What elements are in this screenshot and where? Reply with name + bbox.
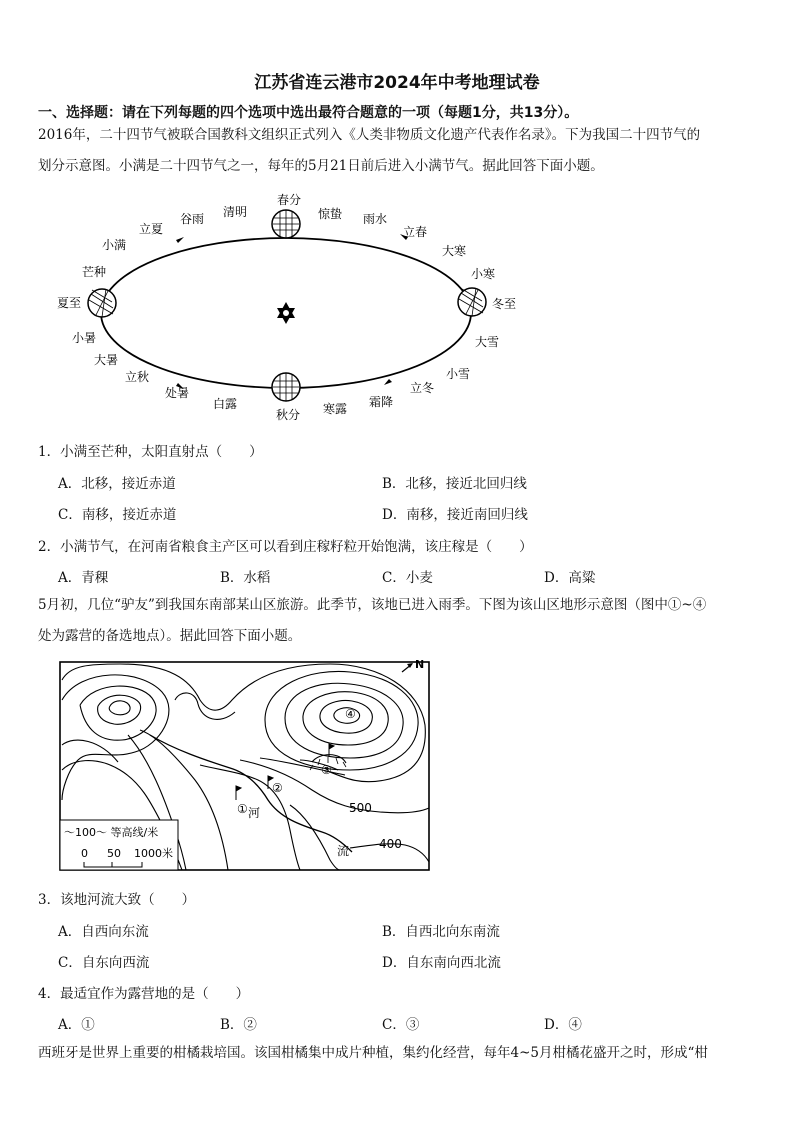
map-site-2: ②: [272, 781, 283, 795]
earth-icon-xiazhi: [88, 289, 116, 317]
map-site-4: ④: [345, 707, 356, 721]
intro-2-line-1: 5月初，几位“驴友”到我国东南部某山区旅游。此季节，该地已进入雨季。下图为该山区地形示意图（图中①~④: [38, 597, 707, 613]
term-xiaoman: 小满: [102, 238, 127, 252]
term-mangzhong: 芒种: [82, 265, 107, 279]
q4-option-c[interactable]: C．③: [382, 1017, 420, 1033]
term-hanlu: 寒露: [323, 402, 348, 416]
q2-option-a[interactable]: A．青稞: [58, 570, 109, 586]
map-river-label-he: 河: [248, 806, 261, 820]
intro-1-line-2: 划分示意图。小满是二十四节气之一，每年的5月21日前后进入小满节气。据此回答下面小题。: [38, 158, 604, 174]
intro-3-line-1: 西班牙是世界上重要的柑橘栽培国。该国柑橘集中成片种植，集约化经营，每年4~5月柑橘花盛开之时，形成“柑: [38, 1045, 708, 1061]
term-lixia: 立夏: [139, 222, 164, 236]
term-xiaohan: 小寒: [471, 267, 496, 281]
q2-option-c[interactable]: C．小麦: [382, 570, 433, 586]
term-xiaoxue: 小雪: [446, 367, 471, 381]
q3-option-a[interactable]: A．自西向东流: [58, 924, 149, 940]
contour-label-400: 400: [379, 837, 402, 851]
term-dongzhi: 冬至: [492, 297, 517, 311]
q3-stem: 3．该地河流大致（ ）: [38, 892, 196, 908]
term-chushu: 处暑: [165, 386, 190, 400]
legend-contour: ～100～ 等高线/米: [64, 826, 159, 839]
q1-option-d[interactable]: D．南移，接近南回归线: [382, 507, 528, 523]
q3-option-b[interactable]: B．自西北向东南流: [382, 924, 500, 940]
earth-icon-chunfen: [272, 210, 300, 238]
q2-stem: 2．小满节气，在河南省粮食主产区可以看到庄稼籽粒开始饱满，该庄稼是（ ）: [38, 539, 533, 555]
scale-1000: 1000米: [134, 847, 173, 860]
north-label: N: [415, 658, 425, 671]
sun-icon: [277, 302, 295, 324]
q3-option-c[interactable]: C．自东向西流: [58, 955, 150, 971]
map-legend: [60, 820, 178, 870]
term-yushui: 雨水: [363, 212, 388, 226]
term-xiazhi: 夏至: [57, 296, 82, 310]
map-site-1: ①: [237, 802, 248, 816]
term-liqiu: 立秋: [125, 370, 150, 384]
q4-option-d[interactable]: D．④: [544, 1017, 582, 1033]
term-dashu: 大暑: [94, 353, 119, 367]
q1-option-b[interactable]: B．北移，接近北回归线: [382, 476, 527, 492]
term-qiufen: 秋分: [276, 408, 301, 422]
contour-map: [55, 655, 435, 875]
page-title: 江苏省连云港市2024年中考地理试卷: [254, 73, 540, 93]
section-heading: 一、选择题：请在下列每题的四个选项中选出最符合题意的一项（每题1分，共13分）。: [38, 105, 579, 121]
q4-option-b[interactable]: B．②: [220, 1017, 257, 1033]
q3-option-d[interactable]: D．自东南向西北流: [382, 955, 501, 971]
q4-option-a[interactable]: A．①: [58, 1017, 95, 1033]
intro-paragraph-2: [38, 590, 758, 652]
term-daxue: 大雪: [475, 335, 500, 349]
earth-icon-dongzhi: [458, 288, 486, 316]
q2-option-d[interactable]: D．高粱: [544, 570, 596, 586]
term-chunfen: 春分: [277, 193, 302, 207]
intro-paragraph-3: [38, 1038, 758, 1069]
q4-stem: 4．最适宜作为露营地的是（ ）: [38, 986, 250, 1002]
map-site-3: ③: [321, 763, 332, 777]
q1-option-a[interactable]: A．北移，接近赤道: [58, 476, 176, 492]
intro-paragraph-1: [38, 120, 758, 182]
intro-2-line-2: 处为露营的备选地点）。据此回答下面小题。: [38, 628, 302, 644]
contour-label-500: 500: [349, 801, 372, 815]
q2-option-b[interactable]: B．水稻: [220, 570, 271, 586]
map-river-label-liu: 流: [337, 844, 350, 858]
earth-icon-qiufen: [272, 373, 300, 401]
solar-terms-diagram: [40, 188, 540, 424]
q1-option-c[interactable]: C．南移，接近赤道: [58, 507, 177, 523]
term-xiaoshu: 小暑: [72, 331, 97, 345]
q1-stem: 1．小满至芒种，太阳直射点（ ）: [38, 444, 263, 460]
term-shuangjiang: 霜降: [369, 395, 394, 409]
term-lichun: 立春: [403, 225, 428, 239]
scale-50: 50: [107, 847, 121, 860]
term-guyu: 谷雨: [180, 212, 205, 226]
term-dahan: 大寒: [442, 244, 467, 258]
term-jingzhe: 惊蛰: [318, 207, 343, 221]
intro-1-line-1: 2016年，二十四节气被联合国教科文组织正式列入《人类非物质文化遗产代表作名录》。下为我国二十四节气的: [38, 127, 701, 143]
term-lidong: 立冬: [410, 381, 435, 395]
term-bailu: 白露: [213, 397, 238, 411]
scale-0: 0: [81, 847, 88, 860]
term-qingming: 清明: [223, 205, 248, 219]
